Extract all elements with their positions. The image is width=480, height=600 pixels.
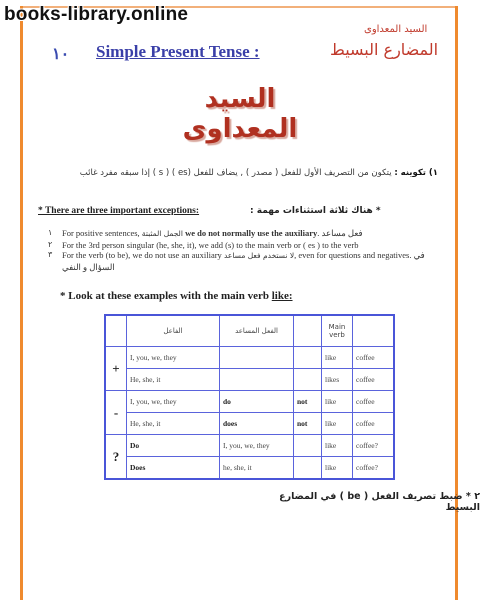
negation-cell — [294, 435, 322, 457]
exception-number: ٢ — [48, 239, 53, 249]
sign-cell: - — [105, 391, 127, 435]
exceptions-heading: * There are three important exceptions: — [38, 206, 200, 216]
exception-bold: we do not normally use the auxiliary — [185, 228, 318, 238]
object-cell: coffee — [353, 369, 395, 391]
exception-number: ٣ — [48, 250, 53, 259]
header-cell: الفاعل — [127, 315, 220, 347]
negation-cell: not — [294, 413, 322, 435]
examples-intro — [60, 290, 293, 302]
exception-item — [48, 250, 440, 272]
subject-cell: He, she, it — [127, 413, 220, 435]
page-number: ١٠ — [52, 46, 70, 63]
negation-cell — [294, 369, 322, 391]
header-cell — [294, 315, 322, 347]
exception-text-end: . فعل مساعد — [317, 228, 363, 238]
negation-cell — [294, 457, 322, 480]
header-cell: الفعل المساعد — [220, 315, 294, 347]
sign-cell: ? — [105, 435, 127, 480]
exception-text-end: , even for questions and negatives. في السؤال و النفي — [62, 250, 425, 272]
examples-table — [104, 314, 395, 480]
exceptions-list — [48, 228, 440, 272]
auxiliary-cell: I, you, we, they — [220, 435, 294, 457]
table-row — [105, 457, 394, 480]
table-row — [105, 413, 394, 435]
header-cell: Main verb — [322, 315, 353, 347]
exception-number: ١ — [48, 228, 53, 237]
exception-text: For the verb (to be), we do not use an auxiliary — [62, 250, 224, 260]
subject-cell: Does — [127, 457, 220, 480]
next-section-heading: ٢ * ضبط تصريف الفعل ( be ) في المضارع البسيط — [279, 491, 480, 513]
auxiliary-cell: does — [220, 413, 294, 435]
sign-cell: + — [105, 347, 127, 391]
subject-cell: I, you, we, they — [127, 347, 220, 369]
examples-intro-text: * Look at these examples with the main verb — [60, 290, 272, 302]
formation-text: يتكون من التصريف الأول للفعل ( مصدر ) , يضاف للفعل (es ) ( s ) إذا سبقه مفرد غائب — [79, 168, 392, 178]
object-cell: coffee — [353, 391, 395, 413]
table-row — [105, 347, 394, 369]
author-small: السيد المعداوى — [364, 24, 428, 35]
object-cell: coffee? — [353, 435, 395, 457]
auxiliary-cell: do — [220, 391, 294, 413]
object-cell: coffee? — [353, 457, 395, 480]
verb-cell: like — [322, 391, 353, 413]
exception-item — [48, 240, 440, 251]
watermark: books-library.online — [4, 4, 189, 25]
exception-item — [48, 228, 440, 240]
verb-cell: like — [322, 347, 353, 369]
exception-text: For positive sentences, — [62, 228, 142, 238]
page-border-left — [20, 6, 23, 600]
subject-cell: I, you, we, they — [127, 391, 220, 413]
negation-cell: not — [294, 391, 322, 413]
object-cell: coffee — [353, 413, 395, 435]
subject-cell: He, she, it — [127, 369, 220, 391]
exception-arabic: الجمل المثبتة — [141, 229, 183, 238]
auxiliary-cell — [220, 369, 294, 391]
table-header-row — [105, 315, 394, 347]
header-cell — [105, 315, 127, 347]
table-row — [105, 369, 394, 391]
exceptions-heading-arabic: * هناك ثلاثة استثناءات مهمة : — [250, 206, 381, 216]
verb-cell: likes — [322, 369, 353, 391]
formation-line — [38, 168, 438, 178]
object-cell: coffee — [353, 347, 395, 369]
table-row — [105, 391, 394, 413]
auxiliary-cell: he, she, it — [220, 457, 294, 480]
exception-text: For the 3rd person singular (he, she, it), we add (s) to the main verb or ( es ) to the verb — [62, 239, 359, 250]
verb-cell: like — [322, 435, 353, 457]
negation-cell — [294, 347, 322, 369]
verb-cell: like — [322, 457, 353, 480]
table-row — [105, 435, 394, 457]
subject-cell: Do — [127, 435, 220, 457]
author-heading: السيد المعداوى — [182, 84, 298, 144]
title-arabic: المضارع البسيط — [330, 40, 439, 59]
examples-intro-verb: like: — [271, 290, 293, 302]
header-cell — [353, 315, 395, 347]
formation-label: ١) تكوينه : — [394, 168, 438, 178]
verb-cell: like — [322, 413, 353, 435]
title-english: Simple Present Tense : — [96, 42, 260, 61]
auxiliary-cell — [220, 347, 294, 369]
exception-arabic: لا نستخدم فعل مساعد — [223, 251, 295, 260]
